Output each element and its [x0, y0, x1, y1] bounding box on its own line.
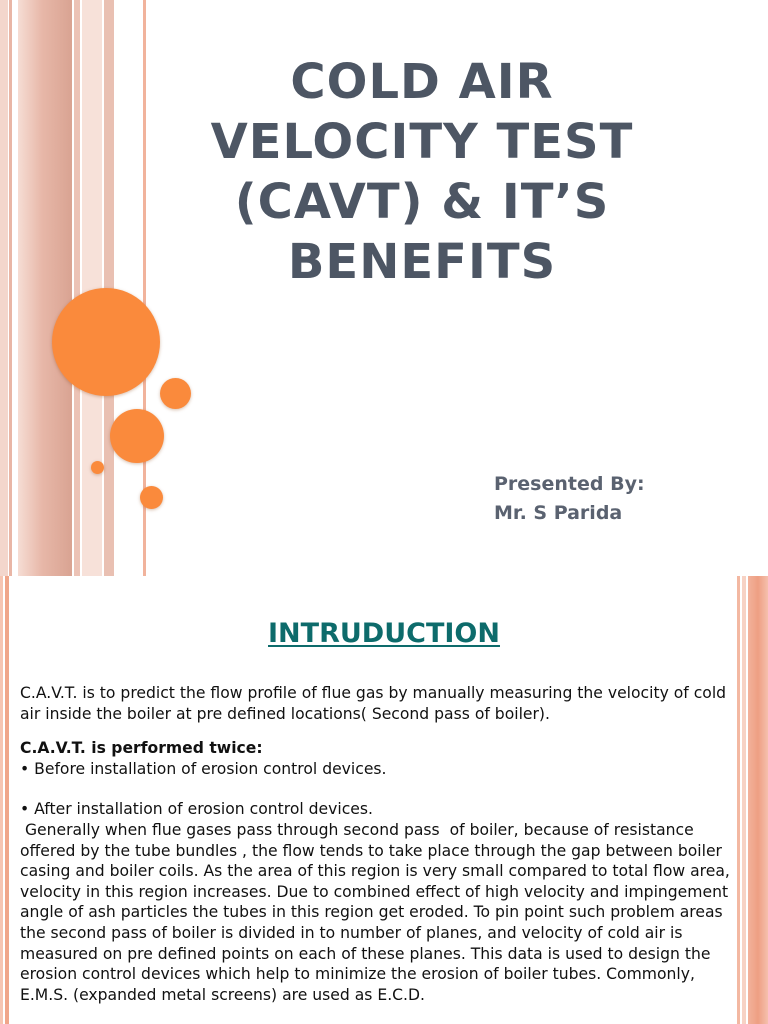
bullet-item: • Before installation of erosion control devices. — [20, 759, 387, 778]
title-line: BENEFITS — [287, 234, 557, 290]
slide-title — [170, 52, 674, 292]
spacer — [20, 724, 732, 738]
presenter-label: Presented By: — [494, 473, 645, 495]
presenter-block — [494, 470, 645, 528]
performed-label: C.A.V.T. is performed twice: — [20, 739, 263, 758]
body-paragraph: Generally when flue gases pass through second pass of boiler, because of resistance offered by the tube bundles , the flow tends to take place through the gap between boiler casing and boiler coils. As the area of this region is very small compared to total flow area, velocity in this region increases. Due to combined effect of high velocity and impingement angle of ash particles the tubes in this region get eroded. To pin point such problem areas the second pass of boiler is divided in to number of planes, and velocity of cold air is measured on pre defined points on each of these planes. This data is used to design the erosion control devices which help to minimize the erosion of boiler tubes. Commonly, E.M.S. (expanded metal screens) are used as E.C.D. — [20, 820, 730, 1004]
orange-circle-tiny — [91, 461, 104, 474]
introduction-slide — [0, 576, 768, 1024]
orange-circle-medium — [110, 409, 164, 463]
intro-paragraph: C.A.V.T. is to predict the flow profile of flue gas by manually measuring the velocity of cold air inside the boiler at pre defined locations( Second pass of boiler). — [20, 684, 727, 723]
orange-circle-small — [140, 486, 163, 509]
title-line: (CAVT) & IT’S — [234, 174, 610, 230]
orange-circle-large — [52, 288, 160, 396]
orange-circle-small — [160, 378, 191, 409]
slide-body — [20, 683, 732, 1005]
bullet-item: • After installation of erosion control devices. — [20, 800, 373, 819]
title-line: COLD AIR — [290, 54, 554, 110]
title-line: VELOCITY TEST — [210, 114, 634, 170]
section-heading: INTRUDUCTION — [268, 618, 500, 649]
presenter-name: Mr. S Parida — [494, 502, 623, 524]
spacer — [20, 779, 732, 799]
